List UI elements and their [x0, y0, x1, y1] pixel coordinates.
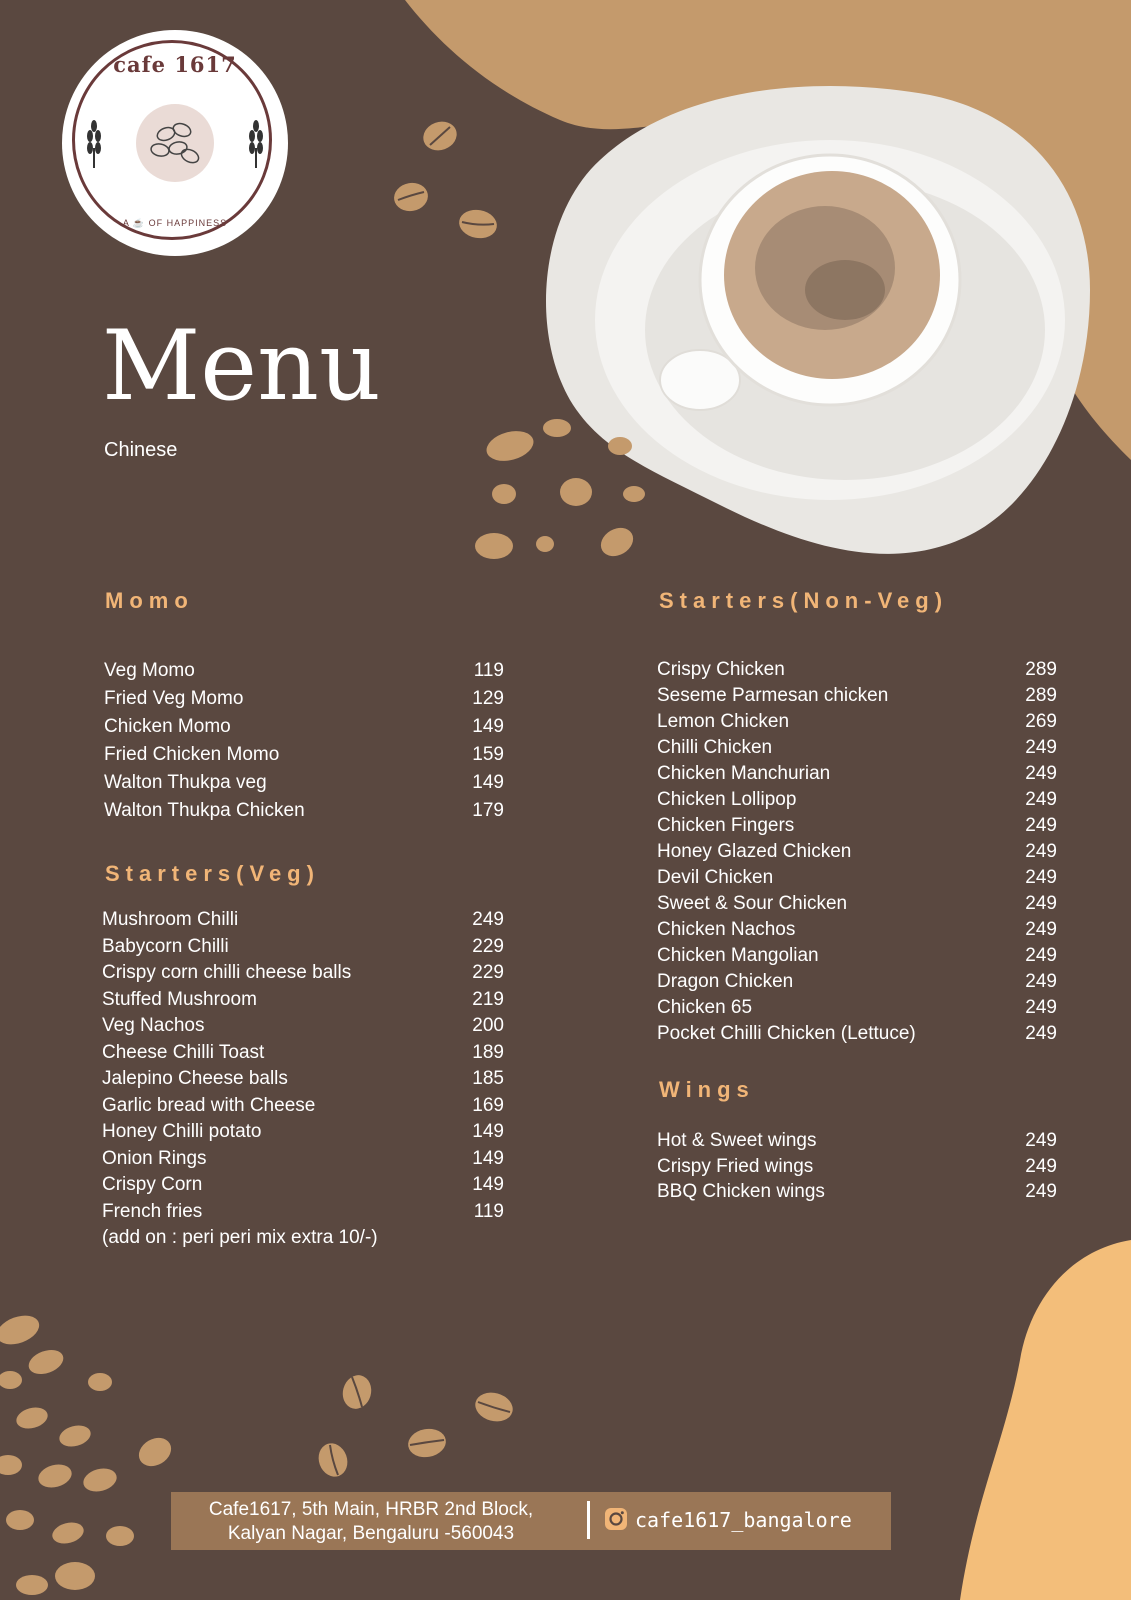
menu-item [657, 998, 1057, 1017]
menu-item-name: Sweet & Sour Chicken [657, 893, 848, 914]
menu-item [657, 920, 1057, 939]
menu-item-row [657, 868, 1057, 887]
menu-item-row [657, 894, 1057, 913]
coffee-beans-top [392, 117, 499, 241]
menu-item-row [657, 1131, 1057, 1150]
menu-item [657, 894, 1057, 913]
menu-item-name: Mushroom Chilli [102, 909, 239, 930]
bottom-blob [960, 1240, 1131, 1600]
menu-item-row [102, 963, 504, 982]
menu-item [657, 1024, 1057, 1043]
menu-item-name: Garlic bread with Cheese [102, 1094, 316, 1116]
menu-item [657, 764, 1057, 783]
menu-item-row [657, 1182, 1057, 1201]
menu-item-price: 129 [472, 688, 504, 709]
menu-item-price: 249 [1025, 945, 1057, 966]
section-title-starters-veg: Starters(Veg) [105, 861, 320, 886]
menu-item-name: Chicken Nachos [657, 919, 796, 940]
menu-item [657, 790, 1057, 809]
address-line-2: Kalyan Nagar, Bengaluru -560043 [227, 1523, 515, 1544]
menu-item-name: Fried Chicken Momo [104, 744, 280, 765]
menu-item-price: 149 [472, 1121, 504, 1142]
menu-item [102, 910, 504, 929]
menu-item-row [102, 1096, 504, 1115]
menu-item-name: Cheese Chilli Toast [102, 1041, 265, 1063]
menu-item-row [102, 910, 504, 929]
menu-item [104, 801, 504, 820]
address-line-1: Cafe1617, 5th Main, HRBR 2nd Block, [208, 1499, 534, 1520]
decor-dots-bottom-left [0, 1310, 176, 1595]
menu-item-name: Chicken Manchurian [657, 763, 831, 784]
menu-item-price: 249 [1025, 997, 1057, 1018]
coffee-beans-icon [136, 104, 214, 182]
menu-item-name: Dragon Chicken [657, 971, 794, 992]
menu-item-row [102, 1016, 504, 1035]
menu-item [657, 842, 1057, 861]
menu-item-name: Chicken Mangolian [657, 945, 819, 966]
menu-item [102, 1202, 504, 1249]
menu-item [102, 937, 504, 956]
menu-item [104, 773, 504, 792]
menu-item [104, 745, 504, 764]
menu-item-name: Crispy Fried wings [657, 1155, 814, 1177]
logo-tagline: A ☕ OF HAPPINESS [122, 218, 228, 228]
menu-item [657, 1182, 1057, 1201]
menu-item-row [104, 689, 504, 708]
menu-item [102, 1149, 504, 1168]
menu-item-row [657, 764, 1057, 783]
menu-item-name: Pocket Chilli Chicken (Lettuce) [657, 1023, 916, 1044]
menu-item-row [104, 717, 504, 736]
menu-item-name: Onion Rings [102, 1147, 207, 1169]
menu-item-row [657, 816, 1057, 835]
menu-item-price: 219 [472, 988, 504, 1010]
menu-item-name: Crispy Corn [102, 1174, 203, 1195]
menu-item [102, 1016, 504, 1035]
page-subtitle: Chinese [104, 439, 178, 461]
menu-item-name: Seseme Parmesan chicken [657, 685, 889, 706]
menu-item-price: 159 [472, 744, 504, 765]
coffee-beans-bottom [314, 1372, 516, 1481]
menu-item [657, 816, 1057, 835]
menu-item [657, 946, 1057, 965]
momo-list [104, 661, 504, 829]
menu-item-row [104, 801, 504, 820]
menu-item-name: French fries [102, 1200, 203, 1222]
menu-item-price: 169 [472, 1094, 504, 1116]
menu-item-row [102, 1202, 504, 1221]
menu-item-price: 149 [472, 772, 504, 793]
menu-item-name: Honey Glazed Chicken [657, 841, 852, 862]
menu-item-row [657, 738, 1057, 757]
wheat-right-icon [246, 118, 266, 168]
menu-item [657, 1131, 1057, 1150]
menu-item-name: Jalepino Cheese balls [102, 1068, 288, 1089]
menu-item-name: Honey Chilli potato [102, 1121, 262, 1142]
menu-item-row [657, 972, 1057, 991]
section-title-starters-nonveg: Starters(Non-Veg) [659, 588, 949, 613]
menu-item-price: 249 [1025, 1130, 1057, 1151]
menu-item [657, 712, 1057, 731]
menu-item [657, 868, 1057, 887]
menu-item-row [102, 1069, 504, 1088]
starters-veg-list [102, 910, 504, 1256]
menu-item-name: Devil Chicken [657, 867, 774, 888]
menu-item-price: 249 [1025, 763, 1057, 784]
menu-item-name: Stuffed Mushroom [102, 988, 257, 1010]
menu-item-name: Chicken Fingers [657, 815, 795, 836]
menu-item-row [102, 1043, 504, 1062]
starters-nonveg-list [657, 660, 1057, 1050]
footer-address [171, 1498, 571, 1546]
menu-item-price: 200 [472, 1015, 504, 1036]
menu-item-name: Chicken Lollipop [657, 789, 797, 810]
menu-item-row [104, 773, 504, 792]
menu-item [102, 1043, 504, 1062]
menu-item-name: Hot & Sweet wings [657, 1130, 817, 1151]
menu-item-name: Crispy corn chilli cheese balls [102, 962, 352, 983]
menu-item-name: BBQ Chicken wings [657, 1181, 825, 1202]
instagram-icon [603, 1506, 629, 1532]
menu-item-row [657, 920, 1057, 939]
menu-item-price: 249 [1025, 867, 1057, 888]
page-title: Menu [102, 310, 381, 422]
instagram-handle[interactable]: cafe1617_bangalore [635, 1508, 852, 1532]
menu-item-price: 249 [472, 909, 504, 930]
section-title-wings: Wings [659, 1077, 755, 1102]
decor-dots-middle [475, 419, 645, 562]
menu-item [102, 1122, 504, 1141]
menu-item [657, 686, 1057, 705]
menu-item-price: 249 [1025, 1023, 1057, 1044]
menu-item-price: 249 [1025, 971, 1057, 992]
menu-item-name: Walton Thukpa Chicken [104, 800, 305, 821]
menu-item-price: 249 [1025, 1155, 1057, 1177]
menu-item-price: 289 [1025, 685, 1057, 706]
menu-item-name: Babycorn Chilli [102, 935, 229, 957]
menu-item-row [657, 1024, 1057, 1043]
menu-item-price: 249 [1025, 737, 1057, 758]
menu-item [657, 660, 1057, 679]
menu-item-row [104, 745, 504, 764]
menu-item [102, 1096, 504, 1115]
cafe-logo [62, 30, 288, 256]
menu-item-price: 229 [472, 962, 504, 983]
menu-item [104, 689, 504, 708]
footer-divider [587, 1501, 590, 1539]
menu-item-name: Fried Veg Momo [104, 688, 244, 709]
section-title-momo: Momo [105, 588, 194, 613]
menu-item-price: 119 [473, 1200, 504, 1222]
menu-item-name: Veg Momo [104, 660, 195, 681]
menu-item [657, 1157, 1057, 1176]
menu-item-name: Chicken 65 [657, 997, 753, 1018]
menu-item-price: 119 [473, 660, 504, 681]
menu-item-row [657, 660, 1057, 679]
menu-item-price: 249 [1025, 919, 1057, 940]
menu-item-row [102, 990, 504, 1009]
menu-item-price: 149 [472, 1147, 504, 1169]
menu-item-price: 249 [1025, 789, 1057, 810]
menu-item-price: 229 [472, 935, 504, 957]
menu-item-name: Lemon Chicken [657, 711, 790, 732]
menu-item-row [657, 712, 1057, 731]
menu-item [102, 963, 504, 982]
menu-item-name: Walton Thukpa veg [104, 772, 267, 793]
menu-item-price: 179 [472, 800, 504, 821]
logo-name: cafe 1617 [113, 52, 237, 77]
menu-item-row [657, 790, 1057, 809]
menu-item-name: Chilli Chicken [657, 737, 773, 758]
menu-item-row [102, 1122, 504, 1141]
menu-item-row [102, 1175, 504, 1194]
menu-item-row [657, 686, 1057, 705]
menu-item [102, 1069, 504, 1088]
wheat-left-icon [84, 118, 104, 168]
menu-item-price: 149 [472, 1174, 504, 1195]
menu-item-price: 149 [472, 716, 504, 737]
menu-item-row [657, 1157, 1057, 1176]
footer-band [171, 1492, 891, 1550]
menu-item-row [104, 661, 504, 680]
menu-item-note: (add on : peri peri mix extra 10/-) [102, 1226, 378, 1248]
menu-item [102, 1175, 504, 1194]
menu-item-price: 289 [1025, 659, 1057, 680]
menu-item-name: Veg Nachos [102, 1015, 205, 1036]
menu-item-price: 249 [1025, 841, 1057, 862]
menu-item-price: 249 [1025, 893, 1057, 914]
menu-item-price: 249 [1025, 1181, 1057, 1202]
menu-item [104, 717, 504, 736]
menu-item-price: 185 [472, 1068, 504, 1089]
menu-item-row [657, 946, 1057, 965]
menu-item-name: Crispy Chicken [657, 659, 785, 680]
menu-item [657, 972, 1057, 991]
menu-item-price: 249 [1025, 815, 1057, 836]
menu-item-name: Chicken Momo [104, 716, 231, 737]
wings-list [657, 1131, 1057, 1208]
menu-item-row [657, 842, 1057, 861]
menu-item [657, 738, 1057, 757]
menu-item-row [102, 937, 504, 956]
menu-item-row [657, 998, 1057, 1017]
menu-item-price: 189 [472, 1041, 504, 1063]
menu-item-price: 269 [1025, 711, 1057, 732]
menu-item-row [102, 1149, 504, 1168]
menu-item [102, 990, 504, 1009]
menu-item [104, 661, 504, 680]
